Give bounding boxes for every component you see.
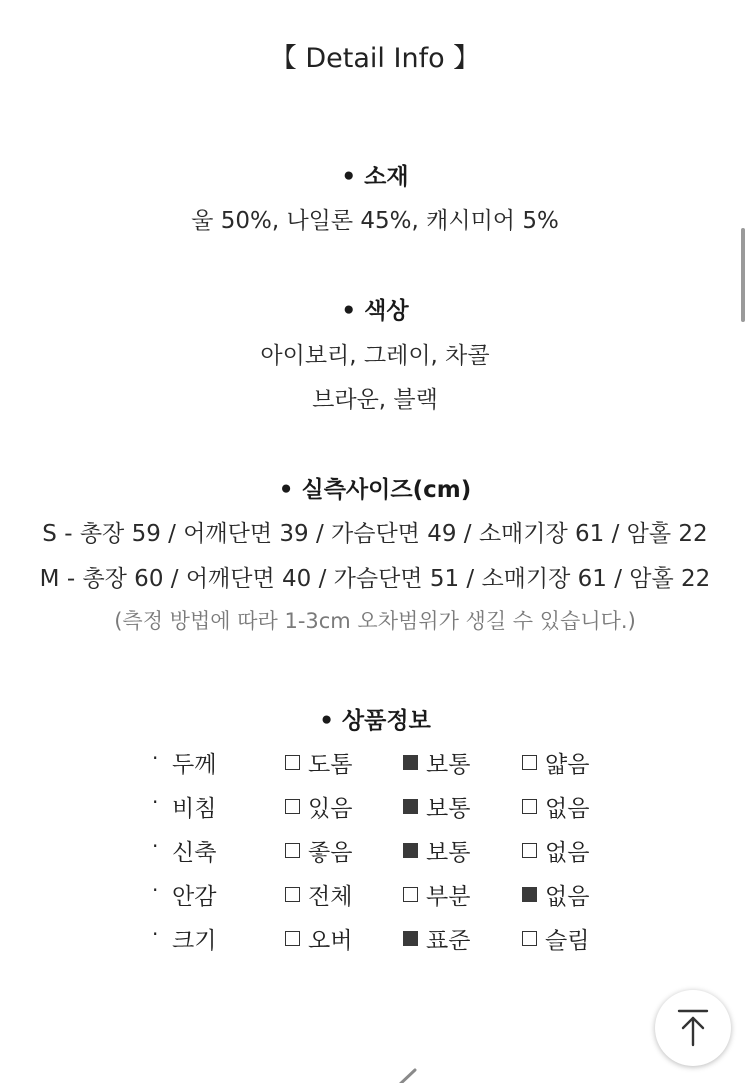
row-bullet: · xyxy=(152,746,159,770)
row-label: 크기 xyxy=(172,928,217,954)
size-line-m: M - 총장 60 / 어깨단면 40 / 가슴단면 51 / 소매기장 61 / 암홀 22 xyxy=(39,566,711,592)
option-1 xyxy=(403,922,470,955)
empty-box-icon xyxy=(522,931,537,946)
checked-box-icon xyxy=(403,931,418,946)
option-label: 보통 xyxy=(426,796,471,822)
option-label: 부분 xyxy=(426,884,471,910)
scrollbar-thumb[interactable] xyxy=(741,228,745,322)
row-bullet: · xyxy=(152,834,159,858)
option-label: 전체 xyxy=(308,884,353,910)
product-info-heading: • 상품정보 xyxy=(319,708,431,734)
option-0 xyxy=(285,834,352,867)
option-0 xyxy=(285,878,352,911)
option-2 xyxy=(522,746,589,779)
row-bullet: · xyxy=(152,878,159,902)
row-label: 안감 xyxy=(172,884,217,910)
checked-box-icon xyxy=(403,843,418,858)
empty-box-icon xyxy=(522,755,537,770)
empty-box-icon xyxy=(285,799,300,814)
option-0 xyxy=(285,922,352,955)
option-label: 없음 xyxy=(545,796,590,822)
option-2 xyxy=(522,922,589,955)
option-label: 없음 xyxy=(545,840,590,866)
row-label: 신축 xyxy=(172,840,217,866)
empty-box-icon xyxy=(522,843,537,858)
option-label: 좋음 xyxy=(308,840,353,866)
option-2 xyxy=(522,790,589,823)
option-1 xyxy=(403,790,470,823)
checked-box-icon xyxy=(403,799,418,814)
page-title: 【 Detail Info 】 xyxy=(269,43,481,74)
option-label: 보통 xyxy=(426,840,471,866)
option-label: 표준 xyxy=(426,928,471,954)
empty-box-icon xyxy=(403,887,418,902)
size-line-s: S - 총장 59 / 어깨단면 39 / 가슴단면 49 / 소매기장 61 / 암홀 22 xyxy=(42,521,708,547)
arrow-up-icon xyxy=(676,1008,710,1048)
color-line-2: 브라운, 블랙 xyxy=(312,387,438,413)
size-heading: • 실측사이즈(cm) xyxy=(278,477,472,503)
row-bullet: · xyxy=(152,922,159,946)
size-note: (측정 방법에 따라 1-3cm 오차범위가 생길 수 있습니다.) xyxy=(114,609,636,633)
empty-box-icon xyxy=(285,755,300,770)
option-label: 보통 xyxy=(426,752,471,778)
checked-box-icon xyxy=(522,887,537,902)
color-heading: • 색상 xyxy=(341,298,409,324)
material-heading: • 소재 xyxy=(341,164,409,190)
option-label: 오버 xyxy=(308,928,353,954)
row-label: 두께 xyxy=(172,752,217,778)
checked-box-icon xyxy=(403,755,418,770)
row-bullet: · xyxy=(152,790,159,814)
partial-divider-icon xyxy=(395,1066,423,1083)
option-label: 있음 xyxy=(308,796,353,822)
empty-box-icon xyxy=(522,799,537,814)
option-label: 도톰 xyxy=(308,752,353,778)
option-label: 슬림 xyxy=(545,928,590,954)
option-label: 없음 xyxy=(545,884,590,910)
option-0 xyxy=(285,790,352,823)
row-label: 비침 xyxy=(172,796,217,822)
option-1 xyxy=(403,834,470,867)
scroll-top-button[interactable] xyxy=(655,990,731,1066)
option-1 xyxy=(403,746,470,779)
material-text: 울 50%, 나일론 45%, 캐시미어 5% xyxy=(191,208,559,234)
empty-box-icon xyxy=(285,843,300,858)
color-line-1: 아이보리, 그레이, 차콜 xyxy=(260,343,490,369)
empty-box-icon xyxy=(285,931,300,946)
option-2 xyxy=(522,834,589,867)
option-0 xyxy=(285,746,352,779)
empty-box-icon xyxy=(285,887,300,902)
option-2 xyxy=(522,878,589,911)
option-label: 얇음 xyxy=(545,752,590,778)
option-1 xyxy=(403,878,470,911)
